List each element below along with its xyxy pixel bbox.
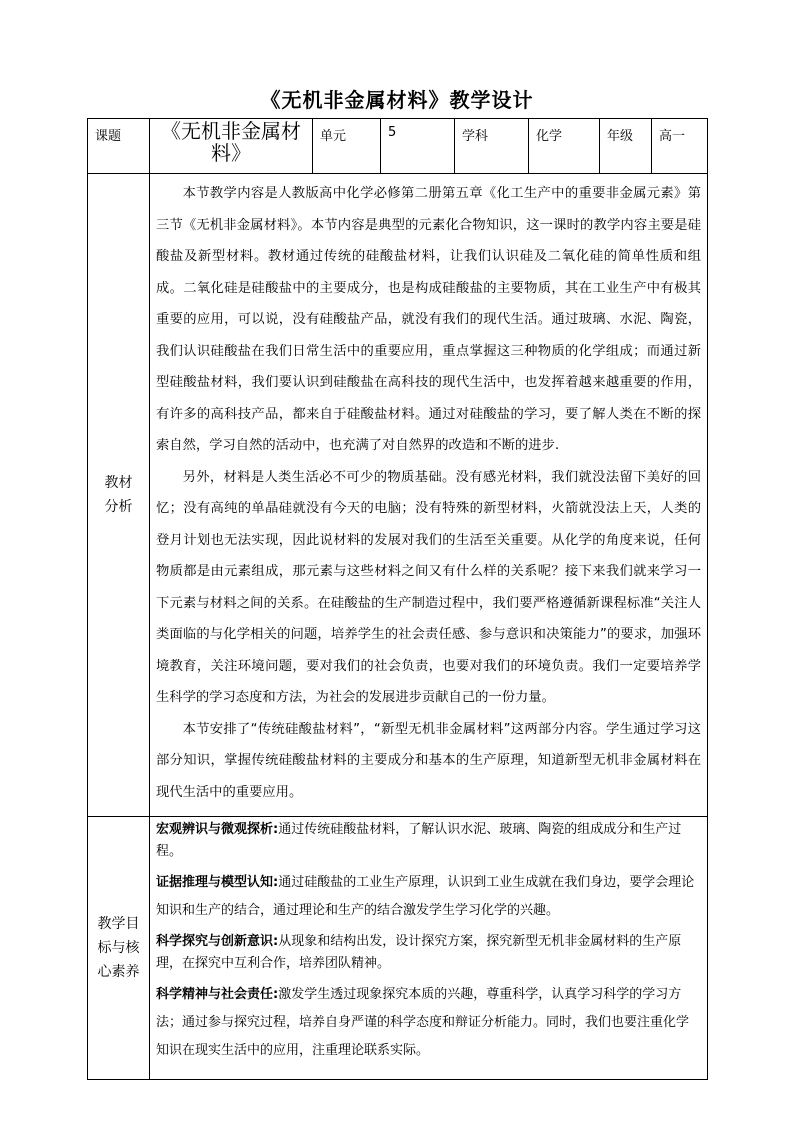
goals-label: 教学目标与核心素养 <box>88 817 150 1080</box>
unit-value: 5 <box>381 119 455 174</box>
goal-item <box>156 981 701 1065</box>
analysis-row <box>88 174 708 817</box>
goal-item <box>156 819 701 863</box>
analysis-paragraph: 另外，材料是人类生活必不可少的物质基础。没有感光材料，我们就没法留下美好的回忆；没有高纯的单晶硅就没有今天的电脑；没有特殊的新型材料，火箭就没法上天，人类的登月计划也无法实现，因此说材料的发展对我们的生活至关重要。从化学的角度来说，任何物质都是由元素组成，那元素与这些材料之间又有什么样的关系呢？接下来我们就来学习一下元素与材料之间的关系。在硅酸盐的生产制造过程中，我们要严格遵循新课程标准“关注人类面临的与化学相关的问题，培养学生的社会责任感、参与意识和决策能力”的要求，加强环境教育，关注环境问题，要对我们的社会负责，也要对我们的环境负责。我们一定要培养学生科学的学习态度和方法，为社会的发展进步贡献自己的一份力量。 <box>156 469 701 705</box>
topic-label: 课题 <box>88 119 150 174</box>
analysis-paragraph: 本节安排了“传统硅酸盐材料”，“新型无机非金属材料”这两部分内容。学生通过学习这部分知识，掌握传统硅酸盐材料的主要成分和基本的生产原理，知道新型无机非金属材料在现代生活中的重要应用。 <box>156 721 701 800</box>
goal-item <box>156 869 701 925</box>
goal-text: 通过硅酸盐的工业生产原理，认识到工业生成就在我们身边，要学会理论知识和生产的结合，通过理论和生产的结合激发学生学习化学的兴趣。 <box>156 875 695 918</box>
goal-text: 通过传统硅酸盐材料，了解认识水泥、玻璃、陶瓷的组成成分和生产过程。 <box>156 822 682 859</box>
goal-item <box>156 931 701 975</box>
analysis-content <box>150 174 708 817</box>
goal-heading: 证据推理与模型认知: <box>156 875 279 890</box>
goal-heading: 科学精神与社会责任: <box>156 987 279 1002</box>
grade-label: 年级 <box>600 119 652 174</box>
analysis-paragraph: 本节教学内容是人教版高中化学必修第二册第五章《化工生产中的重要非金属元素》第三节《无机非金属材料》。本节内容是典型的元素化合物知识，这一课时的教学内容主要是硅酸盐及新型材料。教材通过传统的硅酸盐材料，让我们认识硅及二氧化硅的简单性质和组成。二氧化硅是硅酸盐中的主要成分，也是构成硅酸盐的主要物质，其在工业生产中有极其重要的应用，可以说，没有硅酸盐产品，就没有我们的现代生活。通过玻璃、水泥、陶瓷，我们认识硅酸盐在我们日常生活中的重要应用，重点掌握这三种物质的化学组成；而通过新型硅酸盐材料，我们要认识到硅酸盐在高科技的现代生活中，也发挥着越来越重要的作用，有许多的高科技产品，都来自于硅酸盐材料。通过对硅酸盐的学习，要了解人类在不断的探索自然，学习自然的活动中，也充满了对自然界的改造和不断的进步. <box>156 186 701 453</box>
topic-value: 《无机非金属材料》 <box>150 119 313 174</box>
goal-text: 激发学生透过现象探究本质的兴趣，尊重科学，认真学习科学的学习方法；通过参与探究过程，培养自身严谨的科学态度和辩证分析能力。同时，我们也要注重化学知识在现实生活中的应用，注重理论联系实际。 <box>156 987 690 1058</box>
header-row <box>88 119 708 174</box>
unit-label: 单元 <box>313 119 381 174</box>
goal-heading: 宏观辨识与微观探析: <box>156 822 279 837</box>
analysis-label: 教材分析 <box>88 174 150 817</box>
goals-row <box>88 817 708 1080</box>
grade-value: 高一 <box>652 119 708 174</box>
goal-text: 从现象和结构出发，设计探究方案，探究新型无机非金属材料的生产原理，在探究中互利合作，培养团队精神。 <box>156 934 682 971</box>
lesson-table <box>87 118 708 1080</box>
goals-content <box>150 817 708 1080</box>
goal-heading: 科学探究与创新意识: <box>156 934 279 949</box>
subject-label: 学科 <box>455 119 529 174</box>
page-title: 《无机非金属材料》教学设计 <box>260 88 534 112</box>
subject-value: 化学 <box>529 119 600 174</box>
